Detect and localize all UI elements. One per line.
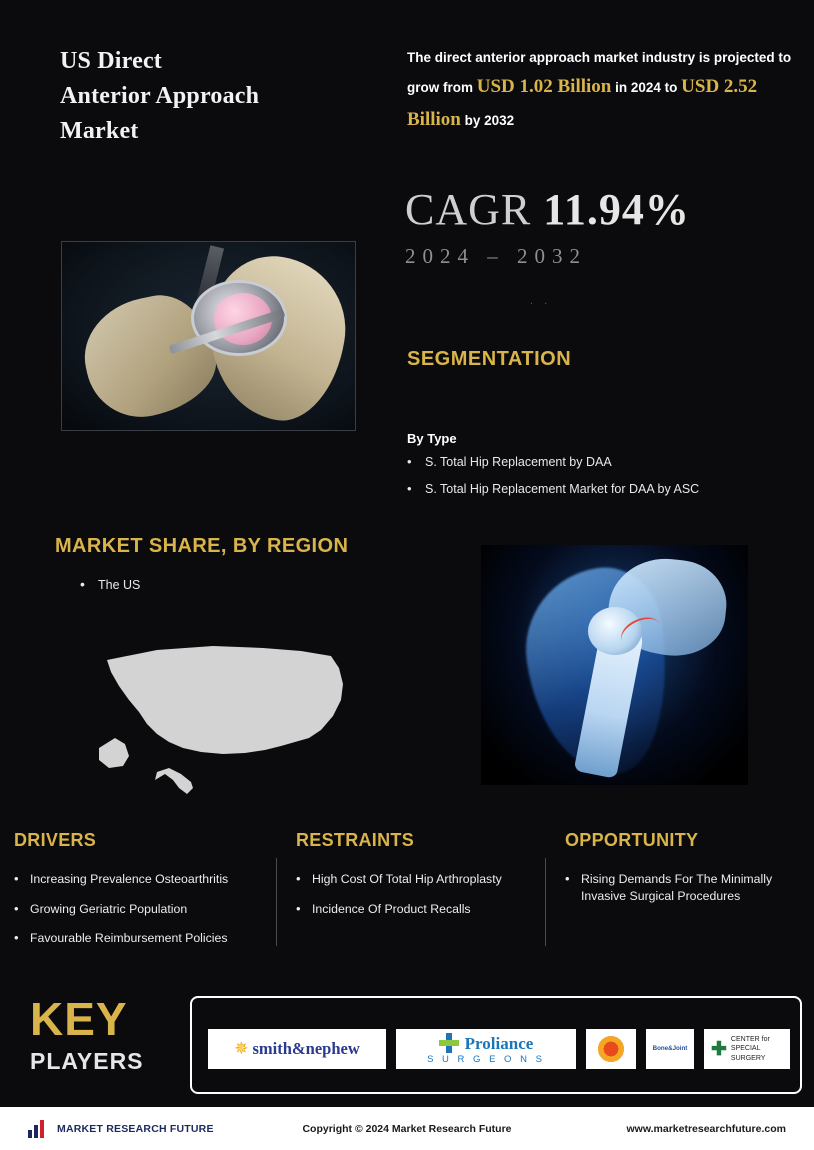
page-title: [60, 44, 360, 148]
list-item: • Growing Geriatric Population: [14, 901, 272, 918]
drivers-title: DRIVERS: [14, 830, 97, 850]
logo-label: CENTER for: [730, 1036, 770, 1044]
restraints-list: [296, 871, 534, 917]
logo-center-for-special-surgery: [704, 1029, 790, 1069]
footer-copyright: Copyright © 2024 Market Research Future: [302, 1122, 512, 1135]
proliance-lockup: [427, 1033, 545, 1065]
list-item: • High Cost Of Total Hip Arthroplasty: [296, 871, 534, 888]
market-share-title: MARKET SHARE, BY REGION: [55, 535, 349, 557]
css-text-block: [731, 1035, 783, 1062]
list-item: • The US: [80, 578, 140, 592]
opportunity-column: [565, 830, 810, 917]
list-item: • Rising Demands For The Minimally Invasive Surgical Procedures: [565, 871, 810, 904]
value-2024: USD 1.02 Billion: [476, 75, 612, 97]
headline-middle: in 2024 to: [611, 79, 682, 95]
drivers-list: [14, 871, 272, 947]
page-title-line-3: Market: [60, 117, 139, 144]
page-title-line-2: Anterior Approach: [60, 82, 260, 109]
cagr-label: CAGR: [405, 185, 532, 234]
starburst-icon: ✵: [234, 1039, 249, 1058]
cagr-value-row: [405, 185, 805, 234]
logo-sublabel: SPECIAL SURGERY: [730, 1045, 766, 1062]
us-map-graphic: [95, 638, 355, 803]
hip-anatomy-image: [481, 545, 748, 785]
segmentation-title: SEGMENTATION: [407, 348, 572, 370]
logo-square-mark: [586, 1029, 636, 1069]
proliance-top-row: [439, 1033, 534, 1053]
market-share-list: [80, 578, 140, 592]
key-players-line-2: PLAYERS: [30, 1048, 144, 1074]
list-item: • Incidence Of Product Recalls: [296, 901, 534, 918]
logo-proliance-surgeons: [396, 1029, 576, 1069]
logo-sublabel: S U R G E O N S: [427, 1054, 545, 1066]
column-divider: [276, 858, 277, 946]
css-lockup: [711, 1035, 783, 1062]
restraints-column: [296, 830, 534, 930]
opportunity-title: OPPORTUNITY: [565, 830, 699, 850]
list-item: • Favourable Reimbursement Policies: [14, 930, 272, 947]
value-2032: USD 2.52 Billion: [407, 75, 758, 130]
opportunity-list: [565, 871, 810, 904]
list-item: • S. Total Hip Replacement Market for DAA by ASC: [407, 483, 807, 497]
cagr-block: [405, 185, 805, 269]
target-icon: [598, 1036, 624, 1062]
key-players-line-1: KEY: [30, 993, 128, 1045]
segmentation-list: [407, 456, 807, 510]
cagr-period: 2024 – 2032: [405, 244, 587, 268]
by-type-label: By Type: [407, 431, 457, 446]
column-divider: [545, 858, 546, 946]
list-item: • Increasing Prevalence Osteoarthritis: [14, 871, 272, 888]
restraints-title: RESTRAINTS: [296, 830, 415, 850]
decorative-dots: . .: [530, 295, 552, 307]
logo-label: smith&nephew: [252, 1039, 360, 1058]
logo-label: Proliance: [464, 1033, 534, 1053]
logo-smith-and-nephew: [208, 1029, 386, 1069]
drivers-column: [14, 830, 272, 960]
key-players-logos: [208, 1029, 790, 1069]
page-footer: [0, 1107, 814, 1150]
cagr-value: 11.94%: [543, 185, 690, 234]
key-players-heading: [30, 993, 180, 1075]
cross-icon: [439, 1033, 459, 1053]
footer-website-url[interactable]: www.marketresearchfuture.com: [626, 1122, 786, 1135]
headline-suffix: by 2032: [460, 112, 515, 128]
logo-bone-and-joint: [646, 1029, 694, 1069]
page-title-line-1: US Direct: [60, 48, 162, 74]
logo-label: Bone&Joint: [652, 1045, 688, 1053]
headline-statement: [407, 46, 807, 136]
footer-brand-label: MARKET RESEARCH FUTURE: [57, 1122, 214, 1135]
medical-cross-icon: ✚: [711, 1038, 727, 1060]
headline-prefix: The direct anterior approach market industry is projected to grow from: [407, 50, 792, 95]
hip-implant-image: [61, 241, 356, 431]
list-item: • S. Total Hip Replacement by DAA: [407, 456, 807, 470]
